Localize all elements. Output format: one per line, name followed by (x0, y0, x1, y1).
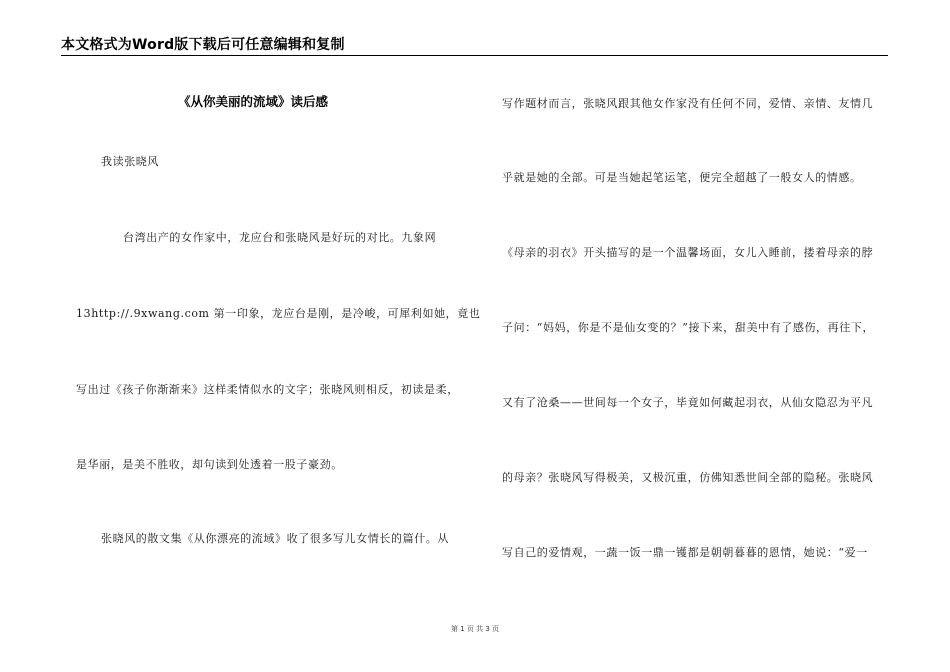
document-title: 《从你美丽的流域》读后感 (178, 94, 329, 109)
page-indicator: 第 1 页 共 3 页 (450, 625, 500, 633)
document-header: 本文格式为Word版下载后可任意编辑和复制 (61, 37, 345, 53)
paragraph-line: 写作题材而言，张晓风跟其他女作家没有任何不同，爱情、亲情、友情几 (502, 97, 874, 110)
paragraph-line: 子问：“妈妈，你是不是仙女变的？”接下来，甜美中有了感伤，再往下， (502, 321, 875, 334)
paragraph-line: 写出过《孩子你渐渐来》这样柔情似水的文字；张晓风则相反，初读是柔， (76, 383, 459, 396)
paragraph-line: 是华丽，是美不胜收，却句读到处透着一股子豪劲。 (76, 458, 343, 471)
paragraph-line: 《母亲的羽衣》开头描写的是一个温馨场面，女儿入睡前，搂着母亲的脖 (502, 246, 874, 259)
paragraph-line: 的母亲？张晓风写得极美，又极沉重，仿佛知悉世间全部的隐秘。张晓风 (502, 471, 874, 484)
paragraph-line: 台湾出产的女作家中，龙应台和张晓风是好玩的对比。九象网 (123, 231, 437, 244)
paragraph-line: 我读张晓风 (101, 155, 159, 168)
paragraph-line: 乎就是她的全部。可是当她起笔运笔，便完全超越了一般女人的情感。 (502, 171, 862, 184)
paragraph-line: 写自己的爱情观，一蔬一饭一鼎一镬都是朝朝暮暮的恩情，她说：“爱一 (502, 546, 868, 559)
paragraph-line: 13http://.9xwang.com 第一印象，龙应台是刚，是冷峻，可犀利如她，竟也 (76, 307, 481, 320)
paragraph-line: 又有了沧桑——世间每一个女子，毕竟如何藏起羽衣，从仙女隐忍为平凡 (502, 396, 874, 409)
paragraph-line: 张晓风的散文集《从你漂亮的流域》收了很多写儿女情长的篇什。从 (101, 532, 449, 545)
header-divider (61, 55, 888, 56)
